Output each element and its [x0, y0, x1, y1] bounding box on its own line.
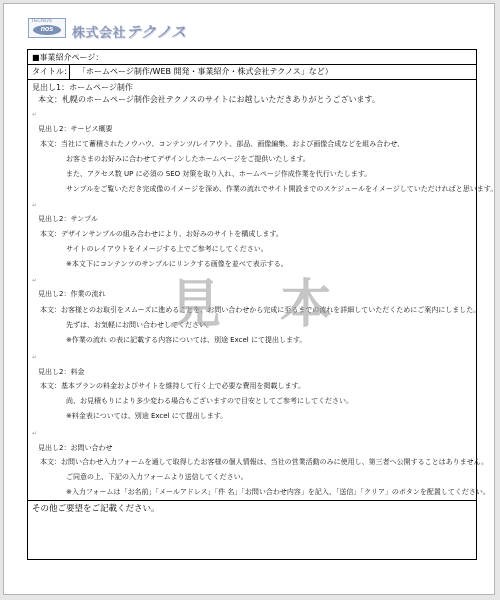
- form-table: [27, 49, 498, 560]
- body-line: お客さまのお好みに合わせてデザインしたホームページをご提供いたします。: [66, 155, 310, 163]
- body-line: サンプルをご覧いただき完成像のイメージを深め、作業の流れでサイト開設までのスケジュールをイメージしていただければと思います。: [66, 185, 498, 193]
- paragraph-break: ↵: [32, 111, 38, 118]
- logo-oval: nos: [33, 25, 61, 35]
- title-label: タイトル：: [28, 65, 70, 79]
- body-line: 見出し2：サービス概要: [38, 125, 113, 133]
- title-row: [28, 65, 476, 80]
- body-line: 先ずは、お気軽にお問い合わせしてください。: [66, 321, 213, 329]
- body-line: 見出し1：ホームページ制作: [32, 83, 133, 92]
- paragraph-break: ↵: [32, 202, 38, 209]
- watermark-char-1: 見: [169, 275, 222, 335]
- body-content[interactable]: [28, 80, 498, 501]
- company-name: [72, 21, 187, 42]
- paragraph-break: ↵: [32, 430, 38, 437]
- body-line: 本文：基本プランの料金およびサイトを維持して行く上で必要な費用を掲載します。: [40, 382, 305, 390]
- body-line: ※入力フォームは「お名前」「メールアドレス」「件 名」「お問い合わせ内容」を記入、「送信」「クリア」のボタンを配置してください。: [66, 488, 490, 496]
- form-header: [28, 50, 476, 65]
- body-line: ※本文下にコンテンツのサンプルにリンクする画像を並べて表示する。: [66, 260, 288, 268]
- footer-label: その他ご要望をご記載ください。: [32, 504, 160, 514]
- body-line: 見出し2：作業の流れ: [38, 290, 106, 298]
- title-value[interactable]: 「ホームページ制作/WEB 開発・事業紹介・株式会社テクノス」など）: [78, 67, 333, 76]
- body-line: ※料金表については、別途 Excel にて提出します。: [66, 412, 228, 420]
- document-page: [3, 3, 498, 595]
- body-line: 本文：デザインサンプルの組み合わせにより、お好みのサイトを構成します。: [40, 230, 283, 238]
- footer-request[interactable]: [28, 501, 476, 559]
- form-header-label: ■事業紹介ページ：: [32, 53, 104, 62]
- body-line: 本文：お客様とのお取引をスムーズに進めることを、お問い合わせから完成に至るまでの流れを詳細していただくためにご案内にしました。: [40, 306, 481, 314]
- body-line: ※作業の流れ の表に記載する内容については、別途 Excel にて提出します。: [66, 336, 307, 344]
- body-line: ご同意の上、下記の入力フォームより送信してください。: [66, 473, 248, 481]
- paragraph-break: ↵: [32, 354, 38, 361]
- watermark-char-2: 本: [280, 275, 333, 335]
- company-logo: [28, 18, 66, 38]
- company-brand: テクノス: [126, 23, 187, 41]
- body-line: 見出し2：お問い合わせ: [38, 444, 113, 452]
- logo-small-text: TECNOS: [31, 18, 52, 24]
- body-line: 見出し2：料金: [38, 368, 85, 376]
- body-line: また、アクセス数 UP に必須の SEO 対策を取り入れ、ホームページ作成作業を代行いたします。: [66, 170, 372, 178]
- paragraph-break: ↵: [32, 277, 38, 284]
- body-line: 本文：当社にて蓄積されたノウハウ、コンテンツ/レイアウト、部品、画像編集、および画像合成などを組み合わせ、: [40, 140, 405, 148]
- body-line: 本文：お問い合わせ入力フォームを通して取得したお客様の個人情報は、当社の営業活動のみに使用し、第三者へ公開することはありません。: [40, 458, 489, 466]
- company-prefix: 株式会社: [72, 26, 127, 41]
- body-line: 尚、お見積もりにより多少変わる場合もございますので目安としてご参考にしてください。: [66, 397, 353, 405]
- body-line: 本文：札幌のホームページ制作会社テクノスのサイトにお越しいただきありがとうございます。: [38, 95, 380, 104]
- body-line: 見出し2：サンプル: [38, 215, 98, 223]
- body-line: サイトのレイアウトをイメージする上でご参考にしてください。: [66, 245, 268, 253]
